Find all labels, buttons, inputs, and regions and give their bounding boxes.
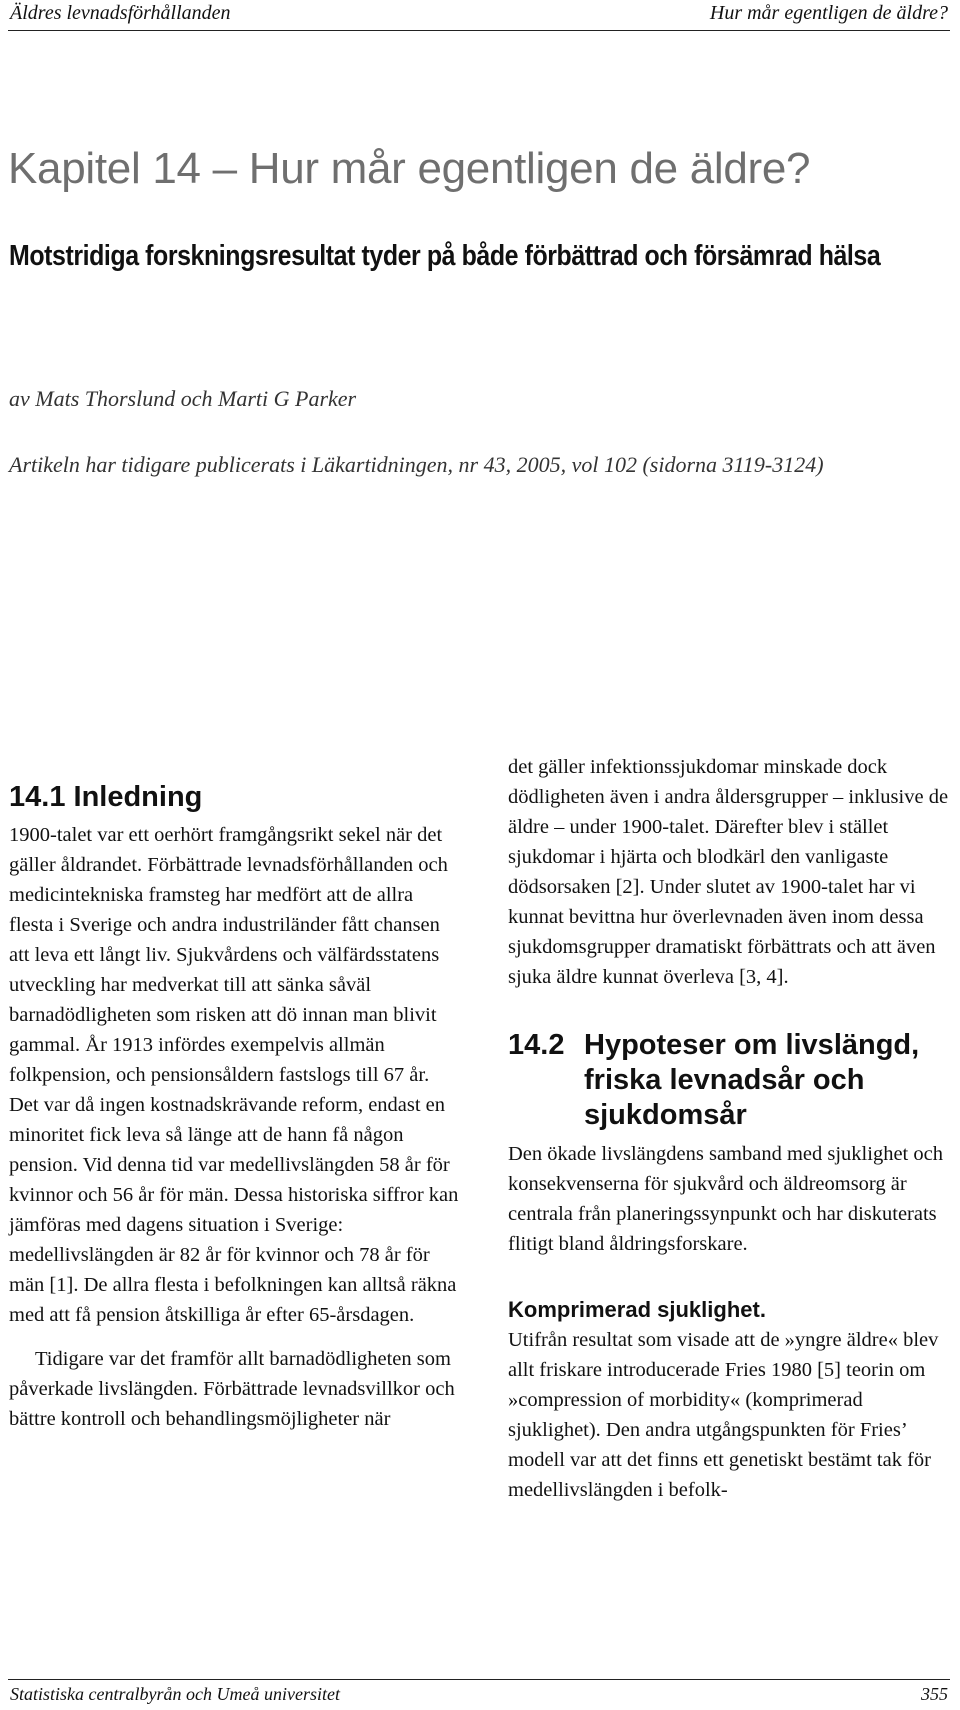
left-column [9,780,459,1434]
hypotheses-paragraph: Den ökade livslängdens samband med sjuklighet och konsekvenserna för sjukvård och äldreomsorg är centrala från planeringssynpunkt och har diskuterats flitigt bland åldringsforskare. [508,1143,943,1255]
page-footer [10,1684,948,1708]
right-column [508,752,953,1505]
chapter-title: Kapitel 14 – Hur mår egentligen de äldre? [8,144,811,193]
chapter-subtitle: Motstridiga forskningsresultat tyder på både förbättrad och försämrad hälsa [9,240,881,272]
section-title: Hypoteser om livslängd, friska levnadsår och sjukdomsår [584,1029,920,1131]
section-number: 14.1 [9,781,66,813]
running-head [10,0,948,28]
authors-line: av Mats Thorslund och Marti G Parker [9,386,357,411]
running-head-right: Hur mår egentligen de äldre? [709,2,948,24]
running-head-left: Äldres levnadsförhållanden [10,2,231,24]
header-divider [8,30,950,31]
continued-paragraph: det gäller infektionssjukdomar minskade dock dödligheten även i andra åldersgrupper – inklusive de äldre – under 1900-talet. Därefter blev i stället sjukdomar i hjärta och blodkärl den vanligaste dödsorsaken [2]. Under slutet av 1900-talet har vi kunnat bevittna hur överlevnaden även inom dessa sjukdomsgrupper dramatiskt förbättrats och att även sjuka äldre kunnat överleva [3, 4]. [508,756,949,988]
section-title: Inledning [73,781,203,813]
footer-publisher: Statistiska centralbyrån och Umeå universitet [10,1684,340,1704]
intro-paragraph: 1900-talet var ett oerhört framgångsrikt sekel när det gäller åldrandet. Förbättrade levnadsförhållanden och medicintekniska framsteg har medfört att de allra flesta i Sverige och andra industriländer fått chansen att leva ett långt liv. Sjukvårdens och välfärdsstatens utveckling har medverkat till att sänka såväl barnadödligheten som risken att dö innan man blivit gammal. År 1913 infördes exempelvis allmän folkpension, och pensionsåldern fastslogs till 67 år. Det var då ingen kostnadskrävande reform, endast en minoritet fick leva så länge att de hann få någon pension. Vid denna tid var medellivslängden 58 år för kvinnor och 56 år för män. Dessa historiska siffror kan jämföras med dagens situation i Sverige: medellivslängden är 82 år för kvinnor och 78 år för män [1]. De allra flesta i befolkningen kan alltså räkna med att få pension åtskilliga år efter 65-årsdagen. [9,824,459,1326]
footer-divider [8,1679,950,1680]
section-heading-14-1 [9,780,459,814]
subheading-compressed-morbidity: Komprimerad sjuklighet. [508,1297,766,1322]
section-heading-14-2 [508,1028,953,1133]
fries-paragraph: Utifrån resultat som visade att de »yngre äldre« blev allt friskare introducerade Fries 1980 [5] teorin om »compression of morbidity« (komprimerad sjuklighet). Den andra utgångspunkten för Fries’ modell var att det finns ett genetiskt bestämt tak för medellivslängden i befolk- [508,1329,939,1501]
child-mortality-paragraph: Tidigare var det framför allt barnadödligheten som påverkade livslängden. Förbättrade levnadsvillkor och bättre kontroll och behandlingsmöjligheter när [9,1348,455,1430]
publication-note: Artikeln har tidigare publicerats i Läkartidningen, nr 43, 2005, vol 102 (sidorna 3119-3124) [9,452,824,477]
page-number: 355 [921,1684,948,1704]
section-number: 14.2 [508,1029,565,1061]
